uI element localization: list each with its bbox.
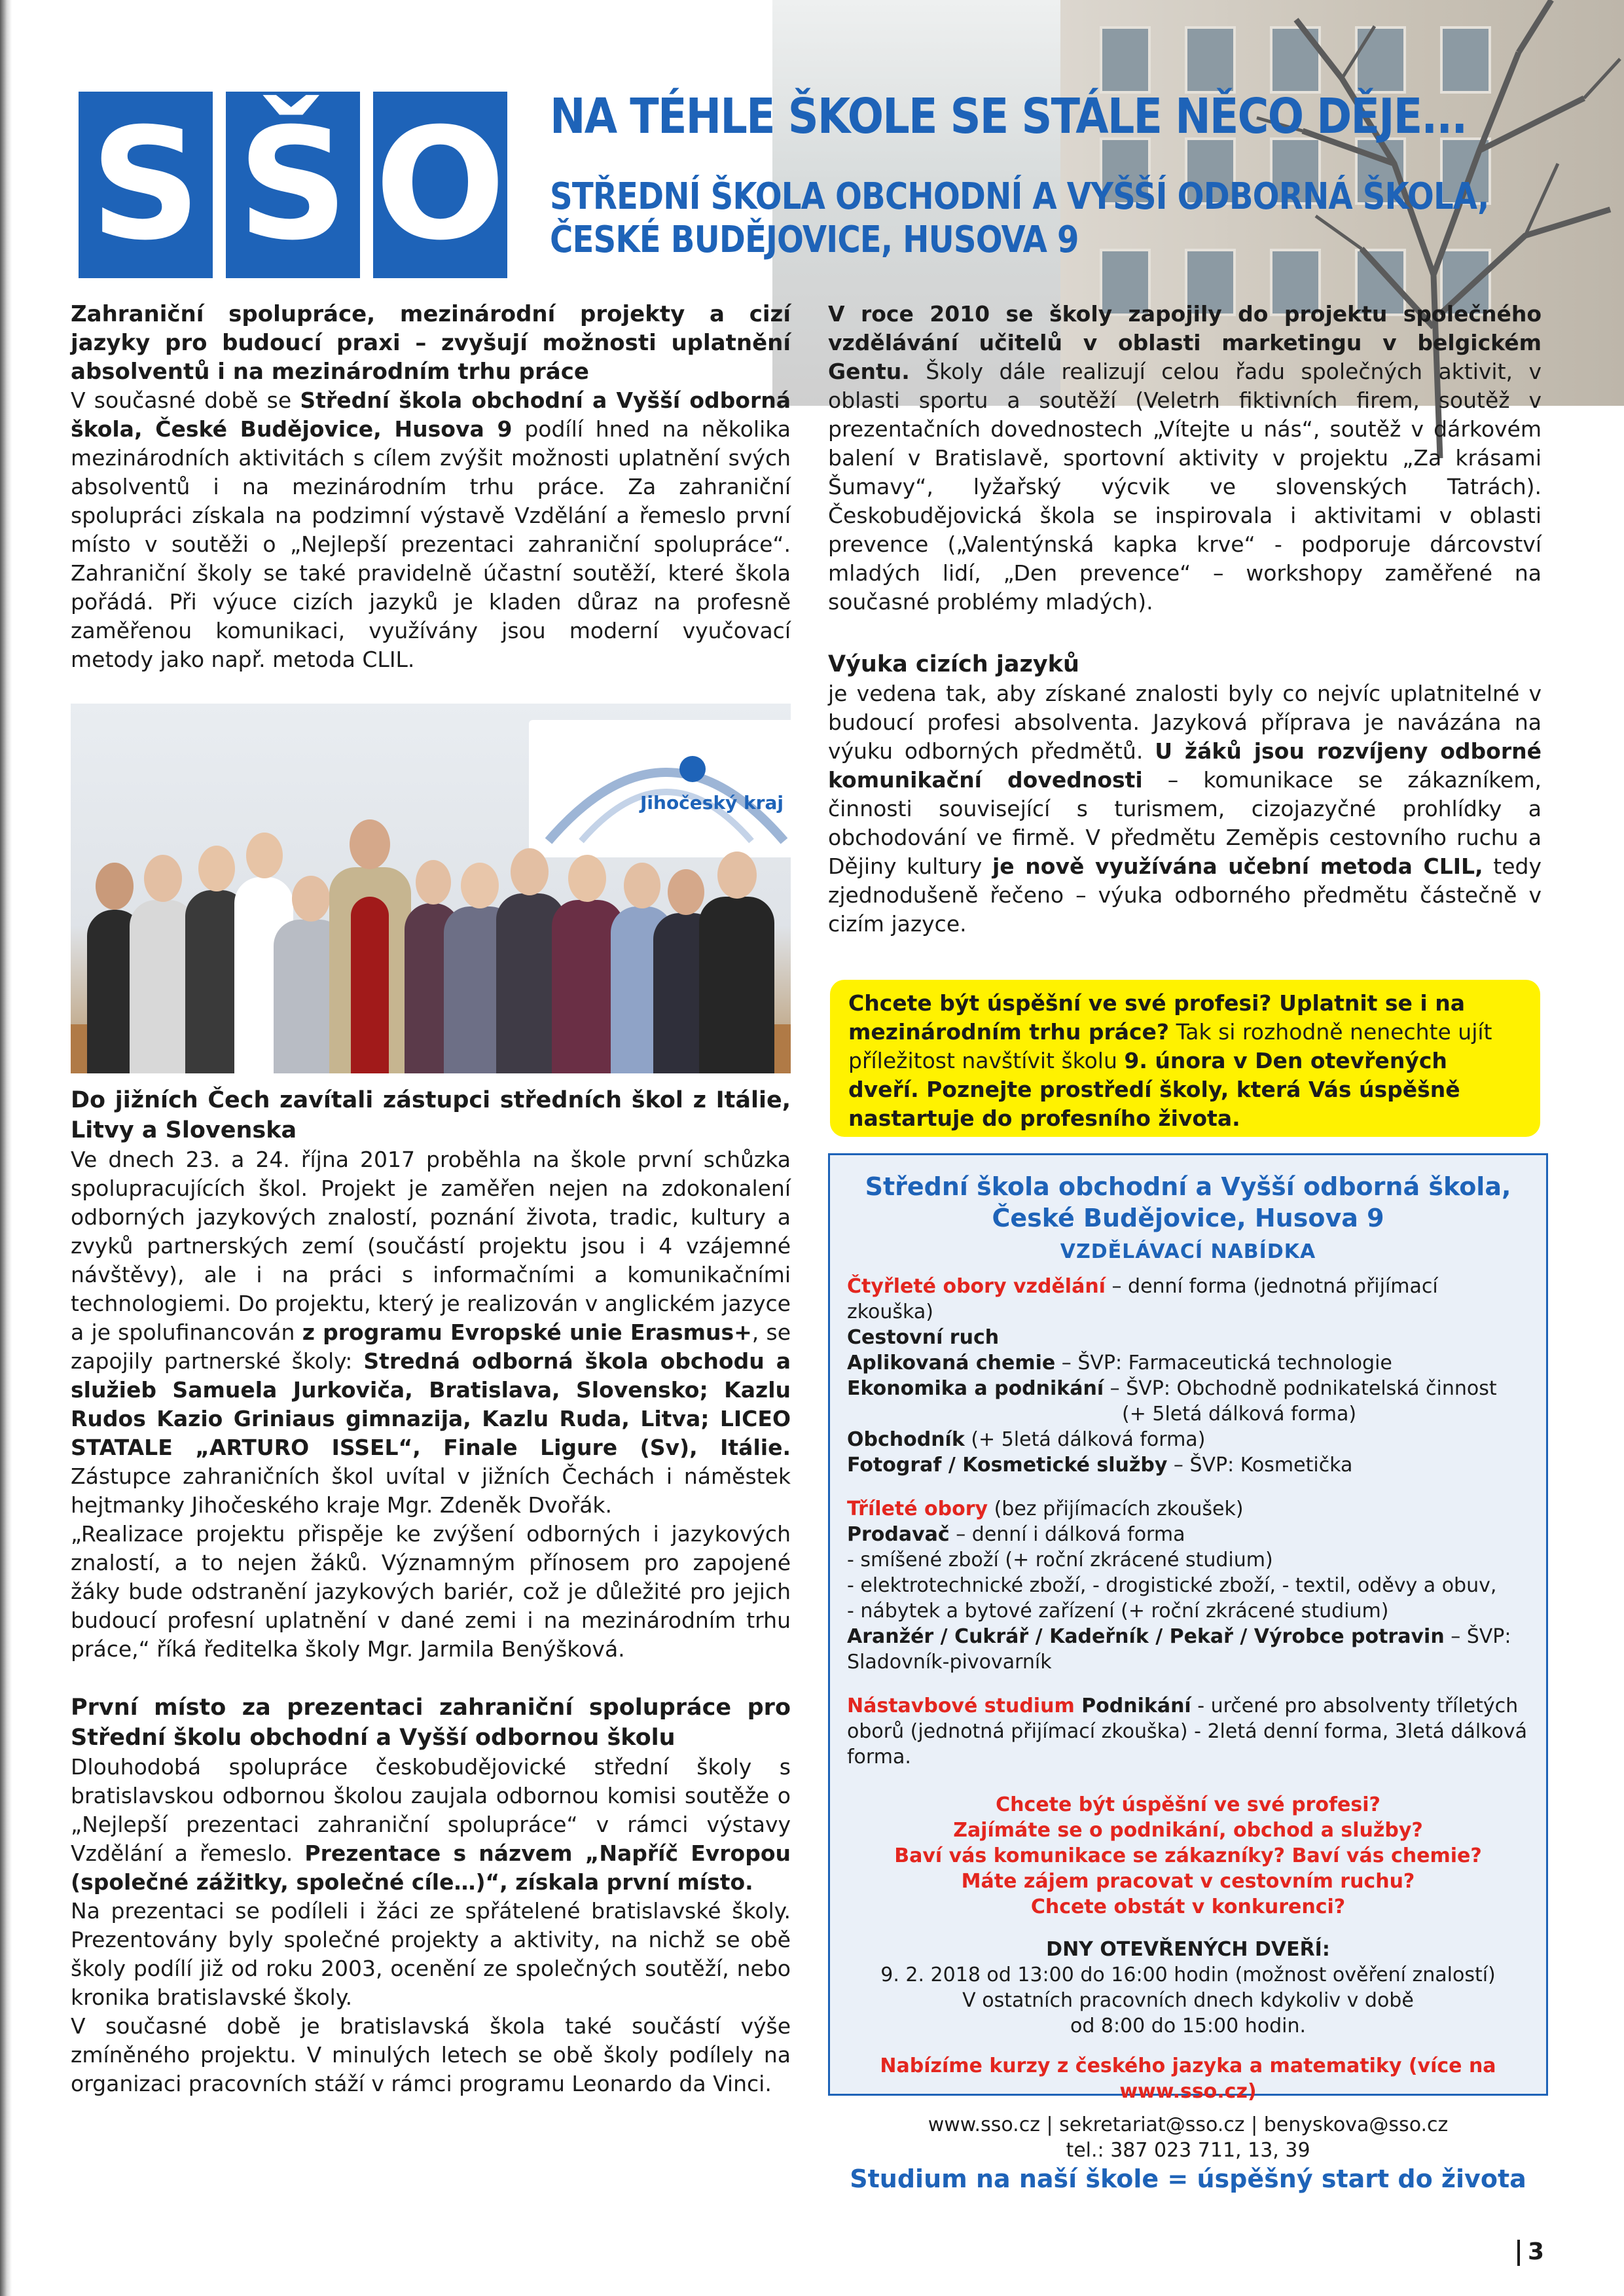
program-photographer: Fotograf / Kosmetické služby – ŠVP: Kosmetička	[847, 1454, 1353, 1477]
follow-up-study: Nástavbové studium Podnikání - určené pro absolventy tříletých oborů (jednotná přijímací zkouška) - 2letá denní forma, 3letá dálková forma.	[847, 1695, 1527, 1768]
program-salesperson: Prodavač – denní i dálková forma	[847, 1523, 1185, 1546]
banner-arches	[542, 730, 791, 848]
group-photo	[71, 704, 791, 1073]
salesperson-line-1: - smíšené zboží (+ roční zkrácené studium)	[847, 1549, 1273, 1571]
program-tourism: Cestovní ruch	[847, 1326, 1000, 1349]
languages-paragraph: je vedena tak, aby získané znalosti byly co nejvíc uplatnitelné v budoucí profesi absolventa. Jazyková příprava je navázána na výuku odborných předmětů. U žáků jsou rozvíjeny odborné komunikační dovednosti – komunikace se zákazníkem, činnosti související s turismem, cizojazyčné prohlídky a obchodování ve firmě. V předmětu Zeměpis cestovního ruchu a Dějiny kultury je nově využívána učební metoda CLIL, tedy zjednodušeně řečeno – výuka odborného předmětu částečně v cizím jazyce.	[828, 681, 1542, 937]
intro-paragraph: V současné době se Střední škola obchodní a Vyšší odborná škola, České Budějovice, Husova 9 podílí hned na několika mezinárodních aktivitách s cílem zvýšit možnosti uplatnění svých absolventů i na mezinárodním trhu práce. Za zahraniční spolupráci získala na podzimní výstavě Vzdělání a řemeslo první místo v soutěži o „Nejlepší prezentaci zahraniční spolupráce“. Zahraniční školy se také pravidelně účastní soutěží, které škola pořádá. Při výuce cizích jazyků je kladen důraz na profesně zaměřenou komunikaci, využívány jsou moderní vyučovací metody jako např. metoda CLIL.	[71, 387, 791, 672]
callout-text: Chcete být úspěšní ve své profesi? Uplatnit se i na mezinárodním trhu práce? Tak si rozhodně nenechte ujít příležitost navštívit školu 9. února v Den otevřených dveří. Poznejte prostředí školy, která Vás úspěšně nastartuje do profesního života.	[848, 990, 1492, 1131]
contact-line[interactable]: www.sso.cz | sekretariat@sso.cz | benyskova@sso.cz	[928, 2113, 1449, 2136]
heading-languages: Výuka cizích jazyků	[828, 651, 1079, 677]
quote-paragraph: „Realizace projektu přispěje ke zvýšení odborných i jazykových znalostí, a to nejen žáků. Významným přínosem pro zapojené žáky bude odstranění jazykových bariér, což je důležité pro jejich budoucí profesní uplatnění v dané zemi i na mezinárodním trhu práce,“ říká ředitelka školy Mgr. Jarmila Benýšková.	[71, 1521, 791, 1662]
salesperson-line-2: - elektrotechnické zboží, - drogistické zboží, - textil, oděvy a obuv,	[847, 1574, 1497, 1597]
right-column	[828, 300, 1542, 939]
courses-offer: Nabízíme kurzy z českého jazyka a matematiky (více na www.sso.cz)	[880, 2054, 1496, 2103]
open-days: DNY OTEVŘENÝCH DVEŘÍ: 9. 2. 2018 od 13:00 do 16:00 hodin (možnost ověření znalostí) V ostatních pracovních dnech kdykoliv v době od 8:00 do 15:00 hodin.	[880, 1938, 1496, 2037]
slogan: Studium na naší škole = úspěšný start do života	[850, 2164, 1526, 2193]
program-economics: Ekonomika a podnikání – ŠVP: Obchodně podnikatelská činnost	[847, 1377, 1497, 1400]
page-number: 3	[1517, 2238, 1544, 2266]
questions: Chcete být úspěšní ve své profesi? Zajímáte se o podnikání, obchod a služby? Baví vás komunikace se zákazníky? Baví vás chemie? Máte zájem pracovat v cestovním ruchu? Chcete obstát v konkurenci?	[894, 1793, 1482, 1918]
lead-paragraph: Zahraniční spolupráce, mezinárodní projekty a cizí jazyky pro budoucí praxi – zvyšují možnosti uplatnění absolventů i na mezinárodním trhu práce	[71, 301, 791, 385]
salesperson-line-3: - nábytek a bytové zařízení (+ roční zkrácené studium)	[847, 1600, 1389, 1623]
program-economics-note: (+ 5letá dálková forma)	[1122, 1403, 1357, 1426]
left-column-top	[71, 300, 791, 674]
logo-letter-s-caron: Š	[226, 92, 360, 278]
program-merchant: Obchodník (+ 5letá dálková forma)	[847, 1428, 1206, 1451]
logo-letter-s: S	[79, 92, 213, 278]
first-place-paragraph: Dlouhodobá spolupráce českobudějovické střední školy s bratislavskou odbornou školou zaujala odbornou komisi soutěže o „Nejlepší prezentaci zahraniční spolupráce“ v rámci výstavy Vzdělání a řemeslo. Prezentace s názvem „Napříč Evropou (společné zážitky, společné cíle…)“, získala první místo.	[71, 1754, 791, 1895]
program-chemistry: Aplikovaná chemie – ŠVP: Farmaceutická technologie	[847, 1352, 1392, 1374]
region-logo-icon	[679, 756, 706, 782]
three-year-programs: Tříleté obory (bez přijímacích zkoušek)	[847, 1498, 1244, 1520]
subhead	[550, 175, 1489, 262]
heading-visitors: Do jižních Čech zavítali zástupci středních škol z Itálie, Litvy a Slovenska	[71, 1087, 791, 1143]
banner-text: Jihočeský kraj	[640, 792, 784, 814]
gent-paragraph: V roce 2010 se školy zapojily do projektu společného vzdělávání učitelů v oblasti marketingu v belgickém Gentu. Školy dále realizují celou řadu společných aktivit, v oblasti sportu a soutěží (Veletrh fiktivních firem, soutěž v prezentačních dovednostech „Vítejte u nás“, soutěž v dárkovém balení v Bratislavě, sportovní aktivity v projektu „Za krásami Šumavy“, lyžařský výcvik ve slovenských Tatrách). Českobudějovická škola se inspirovala i aktivitami v oblasti prevence („Valentýnská kapka krve“ - podporuje dárcovství mladých lidí, „Den prevence“ – workshopy zaměřené na současné problémy mladých).	[828, 301, 1542, 615]
page-edge-shadow	[0, 0, 12, 2296]
logo-letter-o: O	[373, 92, 507, 278]
offer-title-1: Střední škola obchodní a Vyšší odborná škola,	[865, 1172, 1511, 1201]
subhead-line-2: ČESKÉ BUDĚJOVICE, HUSOVA 9	[550, 219, 1079, 261]
subhead-line-1: STŘEDNÍ ŠKOLA OBCHODNÍ A VYŠŠÍ ODBORNÁ ŠKOLA,	[550, 175, 1489, 218]
headline: NA TÉHLE ŠKOLE SE STÁLE NĚCO DĚJE...	[550, 88, 1467, 145]
education-offer-box	[828, 1153, 1548, 2193]
bratislava-paragraph: V současné době je bratislavská škola také součástí výše zmíněného projektu. V minulých letech se obě školy podílely na organizaci pracovních stáží v rámci programu Leonardo da Vinci.	[71, 2013, 791, 2096]
heading-first-place: První místo za prezentaci zahraniční spolupráce pro Střední školu obchodní a Vyšší odbornou školu	[71, 1695, 791, 1751]
offer-subtitle: VZDĚLÁVACÍ NABÍDKA	[1060, 1240, 1316, 1263]
phone-line: tel.: 387 023 711, 13, 39	[1066, 2139, 1310, 2162]
open-day-callout	[830, 980, 1540, 1137]
program-trades: Aranžér / Cukrář / Kadeřník / Pekař / Výrobce potravin – ŠVP: Sladovník-pivovarník	[847, 1625, 1511, 1674]
four-year-programs: Čtyřleté obory vzdělání – denní forma (jednotná přijímací zkouška)	[847, 1275, 1438, 1323]
left-column-bottom	[71, 1085, 791, 2098]
offer-title-2: České Budějovice, Husova 9	[992, 1204, 1384, 1232]
visitors-paragraph: Ve dnech 23. a 24. října 2017 proběhla na škole první schůzka spolupracujících škol. Projekt je zaměřen nejen na zdokonalení odborných jazykových znalostí, poznání života, tradic, kultury a zvyků partnerských zemí (součástí projektu jsou i 4 vzájemné návštěvy), ale i na práci s informačními a komunikačními technologiemi. Do projektu, který je realizován v anglickém jazyce a je spolufinancován z programu Evropské unie Erasmus+, se zapojily partnerské školy: Stredná odborná škola obchodu a služieb Samuela Jurkoviča, Bratislava, Slovensko; Kazlu Rudos Kazio Griniaus gimnazija, Kazlu Ruda, Litva; LICEO STATALE „ARTURO ISSEL“, Finale Ligure (Sv), Itálie. Zástupce zahraničních škol uvítal v jižních Čechách i náměstek hejtmanky Jihočeského kraje Mgr. Zdeněk Dvořák.	[71, 1147, 791, 1518]
presentation-paragraph: Na prezentaci se podíleli i žáci ze spřátelené bratislavské školy. Prezentovány byly společné projekty a aktivity, na nichž se obě školy podílí již od roku 2003, ocenění ze společných soutěží, nebo kronika bratislavské školy.	[71, 1898, 791, 2010]
